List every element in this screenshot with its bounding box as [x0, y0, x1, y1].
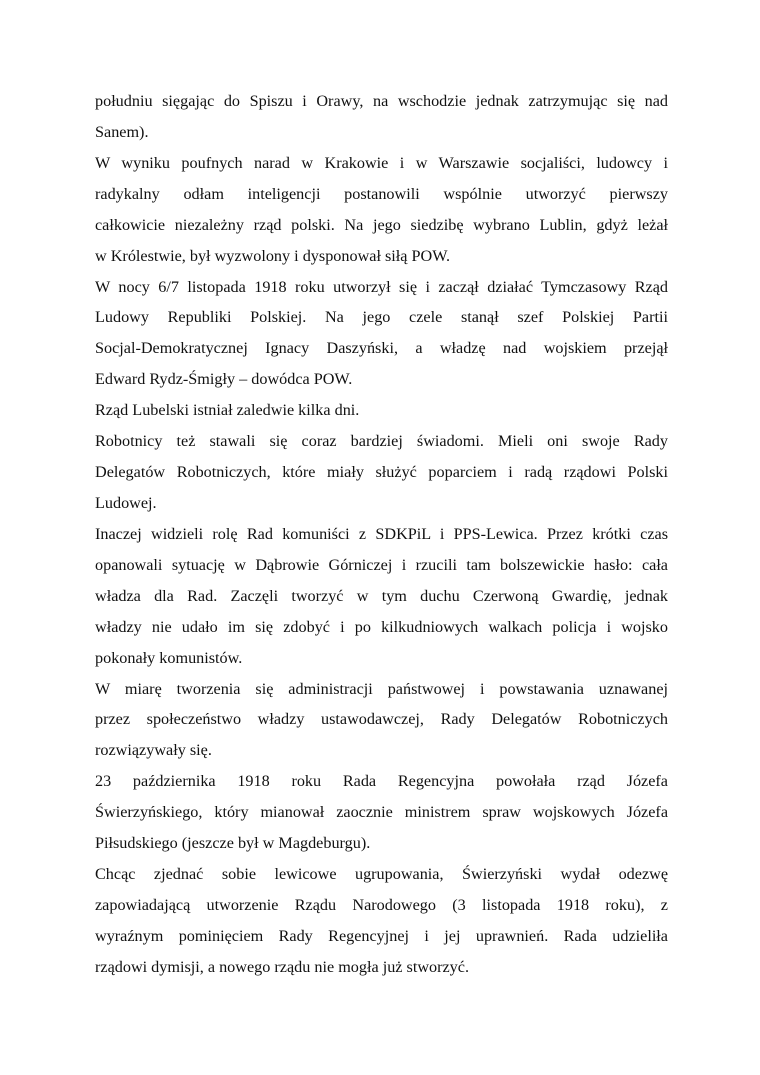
- text-line: Ludowy Republiki Polskiej. Na jego czele stanął szef Polskiej Partii: [95, 308, 668, 327]
- text-line: całkowicie niezależny rząd polski. Na jego siedzibę wybrano Lublin, gdyż leżał: [95, 215, 668, 234]
- paragraph: [95, 86, 668, 148]
- text-line: W wyniku poufnych narad w Krakowie i w Warszawie socjaliści, ludowcy i: [95, 153, 668, 172]
- text-line: Socjal-Demokratycznej Ignacy Daszyński, a władzę nad wojskiem przejął: [95, 339, 668, 358]
- text-line: opanowali sytuację w Dąbrowie Górniczej i rzucili tam bolszewickie hasło: cała: [95, 555, 668, 574]
- text-line: pokonały komunistów.: [95, 648, 243, 667]
- text-line: 23 października 1918 roku Rada Regencyjna powołała rząd Józefa: [95, 772, 668, 791]
- document-page: [95, 86, 668, 983]
- text-line: W miarę tworzenia się administracji państwowej i powstawania uznawanej: [95, 679, 668, 698]
- paragraph: [95, 426, 668, 519]
- text-line: Ludowej.: [95, 493, 157, 512]
- text-line: rozwiązywały się.: [95, 741, 212, 760]
- paragraph: [95, 272, 668, 396]
- paragraph: [95, 766, 668, 859]
- text-line: Robotnicy też stawali się coraz bardziej świadomi. Mieli oni swoje Rady: [95, 432, 668, 451]
- text-line: przez społeczeństwo władzy ustawodawczej, Rady Delegatów Robotniczych: [95, 710, 668, 729]
- text-line: południu sięgając do Spiszu i Orawy, na wschodzie jednak zatrzymując się nad: [95, 92, 668, 110]
- text-line: Inaczej widzieli rolę Rad komuniści z SDKPiL i PPS-Lewica. Przez krótki czas: [95, 524, 668, 543]
- text-line: w Królestwie, był wyzwolony i dysponował siłą POW.: [95, 246, 451, 265]
- text-line: radykalny odłam inteligencji postanowili wspólnie utworzyć pierwszy: [95, 184, 668, 203]
- text-line: rządowi dymisji, a nowego rządu nie mogła już stworzyć.: [95, 957, 470, 976]
- paragraph: [95, 519, 668, 674]
- text-line: Chcąc zjednać sobie lewicowe ugrupowania, Świerzyński wydał odezwę: [95, 865, 668, 884]
- text-line: Rząd Lubelski istniał zaledwie kilka dni.: [95, 401, 360, 420]
- text-line: Piłsudskiego (jeszcze był w Magdeburgu).: [95, 834, 371, 853]
- text-line: Delegatów Robotniczych, które miały służyć poparciem i radą rządowi Polski: [95, 463, 668, 482]
- paragraph: [95, 148, 668, 272]
- text-line: wyraźnym pominięciem Rady Regencyjnej i jej uprawnień. Rada udzieliła: [95, 926, 668, 945]
- text-line: Świerzyńskiego, który mianował zaocznie ministrem spraw wojskowych Józefa: [95, 803, 668, 822]
- text-line: Edward Rydz-Śmigły – dowódca POW.: [95, 370, 353, 389]
- text-line: władza dla Rad. Zaczęli tworzyć w tym duchu Czerwoną Gwardię, jednak: [95, 586, 668, 605]
- text-line: władzy nie udało im się zdobyć i po kilkudniowych walkach policja i wojsko: [95, 617, 668, 636]
- text-line: zapowiadającą utworzenie Rządu Narodowego (3 listopada 1918 roku), z: [95, 895, 668, 914]
- paragraph: [95, 395, 668, 426]
- text-line: W nocy 6/7 listopada 1918 roku utworzył się i zaczął działać Tymczasowy Rząd: [95, 277, 668, 296]
- text-line: Sanem).: [95, 122, 149, 141]
- paragraph: [95, 674, 668, 767]
- paragraph: [95, 859, 668, 983]
